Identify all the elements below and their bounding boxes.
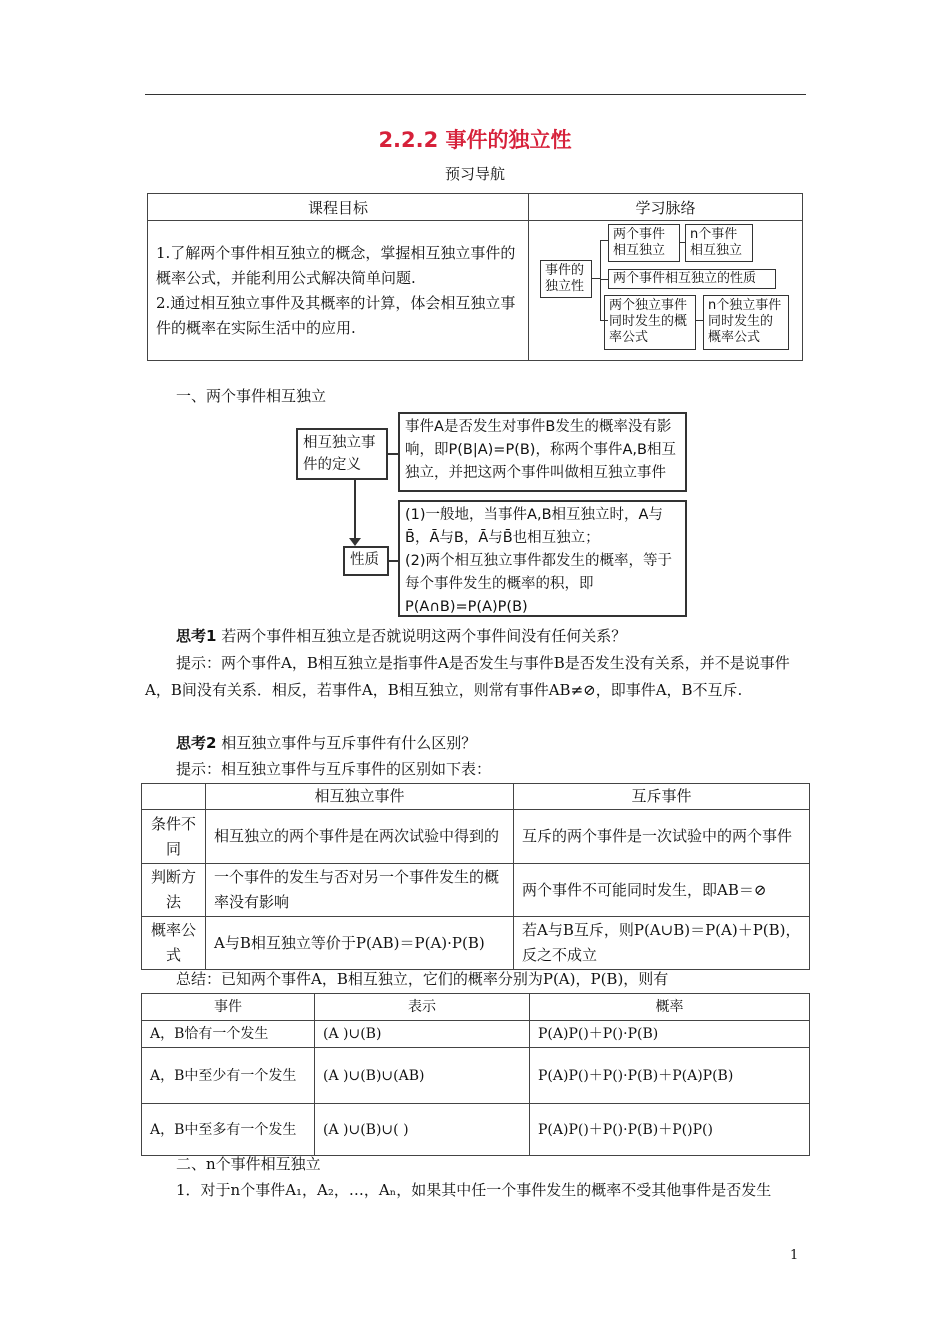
mindmap-branch-2: 两个事件相互独立的性质 bbox=[608, 269, 776, 289]
section1-heading: 一、两个事件相互独立 bbox=[176, 387, 327, 405]
section2-heading: 二、n个事件相互独立 bbox=[176, 1155, 321, 1173]
goal-1: 1.了解两个事件相互独立的概念，掌握相互独立事件的概率公式，并能利用公式解决简单问题. bbox=[156, 243, 516, 287]
compare-row-label: 判断方法 bbox=[142, 864, 206, 917]
summary-header: 表示 bbox=[315, 994, 530, 1021]
compare-header-mutex: 互斥事件 bbox=[514, 784, 810, 810]
top-rule bbox=[145, 94, 806, 95]
page-title: 2.2.2 事件的独立性 bbox=[378, 128, 572, 152]
comparison-table bbox=[141, 783, 810, 970]
compare-row-label: 条件不同 bbox=[142, 810, 206, 864]
connector bbox=[600, 279, 608, 280]
compare-cell: 相互独立的两个事件是在两次试验中得到的 bbox=[206, 810, 514, 864]
compare-cell: A与B相互独立等价于P(AB)＝P(A)·P(B) bbox=[206, 917, 514, 970]
summary-event: A，B中至少有一个发生 bbox=[142, 1048, 315, 1104]
property-1: (1)一般地，当事件A,B相互独立时，A与B̄，Ā与B，Ā与B̄也相互独立； bbox=[405, 507, 663, 546]
mindmap-branch-3: 两个独立事件同时发生的概率公式 bbox=[604, 295, 696, 350]
property-2: (2)两个相互独立事件都发生的概率，等于每个事件发生的概率的积，即P(A∩B)=P(A)P(B) bbox=[405, 553, 673, 615]
summary-repr: (A )∪(B) bbox=[315, 1021, 530, 1048]
summary-prob: P(A)P()＋P()·P(B)＋P(A)P(B) bbox=[530, 1048, 810, 1104]
connector bbox=[388, 453, 398, 455]
compare-header-independent: 相互独立事件 bbox=[206, 784, 514, 810]
section2-line1: 1．对于n个事件A₁，A₂，…，Aₙ，如果其中任一个事件发生的概率不受其他事件是否发生 bbox=[176, 1181, 772, 1199]
mindmap-root: 事件的独立性 bbox=[540, 260, 592, 298]
summary-header: 事件 bbox=[142, 994, 315, 1021]
summary-table bbox=[141, 993, 810, 1156]
connector bbox=[696, 320, 703, 321]
compare-header-blank bbox=[142, 784, 206, 810]
goals-cell bbox=[148, 221, 529, 361]
connector bbox=[592, 278, 600, 279]
think2-hint: 提示：相互独立事件与互斥事件的区别如下表： bbox=[176, 760, 492, 778]
definition-text-box: 事件A是否发生对事件B发生的概率没有影响，即P(B|A)=P(B)，称两个事件A,B相互独立，并把这两个事件叫做相互独立事件 bbox=[398, 412, 687, 492]
think1-answer: 提示：两个事件A，B相互独立是指事件A是否发生与事件B是否发生没有关系，并不是说事件A，B间没有关系．相反，若事件A，B相互独立，则常有事件AB≠⊘，即事件A，B不互斥. bbox=[145, 654, 790, 699]
mindmap-branch-1: 两个事件相互独立 bbox=[608, 224, 680, 262]
think2-question-line bbox=[176, 729, 806, 757]
compare-cell: 互斥的两个事件是一次试验中的两个事件 bbox=[514, 810, 810, 864]
compare-cell: 一个事件的发生与否对另一个事件发生的概率没有影响 bbox=[206, 864, 514, 917]
compare-row-label: 概率公式 bbox=[142, 917, 206, 970]
property-text-box bbox=[398, 500, 687, 617]
summary-header: 概率 bbox=[530, 994, 810, 1021]
summary-prob: P(A)P()＋P()·P(B)＋P()P() bbox=[530, 1104, 810, 1156]
page-subtitle: 预习导航 bbox=[444, 165, 505, 183]
connector bbox=[600, 240, 601, 320]
think1-question: 若两个事件相互独立是否就说明这两个事件间没有任何关系？ bbox=[221, 627, 627, 645]
summary-text: 总结：已知两个事件A，B相互独立，它们的概率分别为P(A)，P(B)，则有 bbox=[176, 970, 669, 988]
goals-header: 课程目标 bbox=[148, 194, 529, 221]
property-label-box: 性质 bbox=[343, 546, 389, 576]
compare-cell: 两个事件不可能同时发生，即AB＝⊘ bbox=[514, 864, 810, 917]
compare-cell: 若A与B互斥，则P(A∪B)＝P(A)＋P(B)，反之不成立 bbox=[514, 917, 810, 970]
arrow-down-icon bbox=[349, 538, 361, 546]
mindmap-branch-1-child: n个事件相互独立 bbox=[685, 224, 753, 262]
summary-repr: (A )∪(B)∪( ) bbox=[315, 1104, 530, 1156]
summary-prob: P(A)P()＋P()·P(B) bbox=[530, 1021, 810, 1048]
think2-label: 思考2 bbox=[176, 734, 217, 752]
summary-event: A，B中至多有一个发生 bbox=[142, 1104, 315, 1156]
connector bbox=[389, 560, 398, 562]
mindmap-branch-3-child: n个独立事件同时发生的概率公式 bbox=[703, 295, 789, 350]
summary-repr: (A )∪(B)∪(AB) bbox=[315, 1048, 530, 1104]
think1-question-line bbox=[176, 622, 806, 650]
connector-arrow bbox=[354, 480, 356, 542]
think1-label: 思考1 bbox=[176, 627, 217, 645]
page-number: 1 bbox=[790, 1248, 799, 1263]
summary-event: A，B恰有一个发生 bbox=[142, 1021, 315, 1048]
goal-2: 2.通过相互独立事件及其概率的计算，体会相互独立事件的概率在实际生活中的应用. bbox=[156, 293, 516, 337]
think2-question: 相互独立事件与互斥事件有什么区别？ bbox=[221, 734, 477, 752]
definition-label-box: 相互独立事件的定义 bbox=[296, 428, 388, 480]
connector bbox=[600, 240, 608, 241]
map-header: 学习脉络 bbox=[529, 194, 803, 221]
